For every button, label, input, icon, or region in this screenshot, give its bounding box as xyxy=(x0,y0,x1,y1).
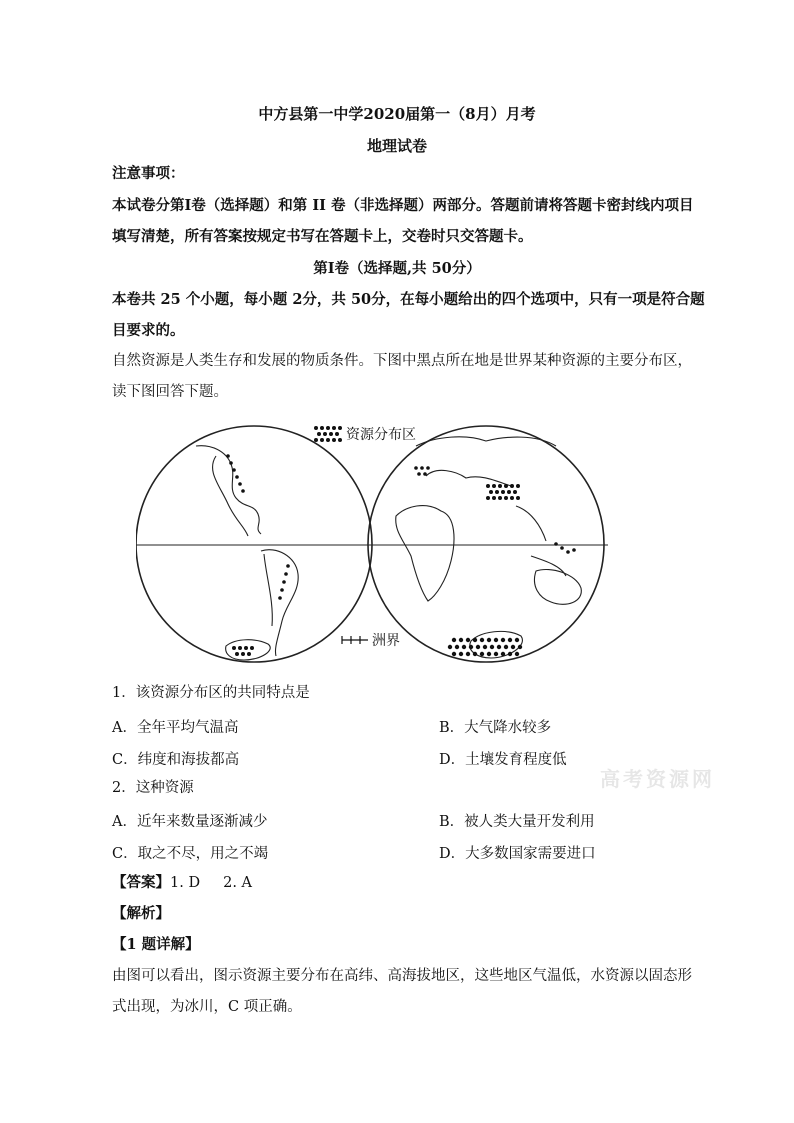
q2-option-d[interactable]: D．大多数国家需要进口 xyxy=(439,846,596,862)
legend-boundary-symbol xyxy=(342,636,368,644)
section-desc-2: 目要求的。 xyxy=(112,322,185,339)
stem-line-1: 自然资源是人类生存和发展的物质条件。下图中黑点所在地是世界某种资源的主要分布区， xyxy=(112,353,692,369)
analysis-line-1: 由图可以看出，图示资源主要分布在高纬、高海拔地区，这些地区气温低，水资源以固态形 xyxy=(112,968,692,984)
world-map-figure xyxy=(136,416,608,666)
notice-line-1: 本试卷分第Ⅰ卷（选择题）和第 II 卷（非选择题）两部分。答题前请将答题卡密封线内项目 xyxy=(112,197,694,214)
western-hemisphere xyxy=(136,426,372,662)
question-1-stem: 1．该资源分布区的共同特点是 xyxy=(112,685,310,701)
q1-option-b[interactable]: B．大气降水较多 xyxy=(439,720,552,736)
notice-line-2: 填写清楚，所有答案按规定书写在答题卡上，交卷时只交答题卡。 xyxy=(112,228,533,245)
notice-heading: 注意事项： xyxy=(112,165,185,182)
q2-option-c[interactable]: C．取之不尽，用之不竭 xyxy=(112,846,269,862)
question-2-stem: 2．这种资源 xyxy=(112,780,194,796)
analysis-line-2: 式出现，为冰川，C 项正确。 xyxy=(112,999,302,1015)
eastern-hemisphere xyxy=(368,426,604,662)
section-desc-1: 本卷共 25 个小题，每小题 2分，共 50分，在每小题给出的四个选项中，只有一项是符合题 xyxy=(112,291,705,308)
stem-line-2: 读下图回答下题。 xyxy=(112,384,228,400)
continent-outlines xyxy=(196,437,581,660)
exam-subtitle: 地理试卷 xyxy=(366,137,427,155)
q1-option-c[interactable]: C．纬度和海拔都高 xyxy=(112,752,240,768)
analysis-detail-label: 【1 题详解】 xyxy=(112,936,200,953)
answer-label: 【答案】 xyxy=(112,874,170,891)
exam-title: 中方县第一中学2020届第一（8月）月考 xyxy=(258,105,536,123)
answer-text: 1. D 2. A xyxy=(170,875,253,891)
q2-option-a[interactable]: A．近年来数量逐渐减少 xyxy=(112,814,268,830)
resource-dots xyxy=(226,426,576,656)
analysis-label: 【解析】 xyxy=(112,905,170,922)
legend-resource-label: 资源分布区 xyxy=(346,427,416,443)
q2-option-b[interactable]: B．被人类大量开发利用 xyxy=(439,814,595,830)
answer-row xyxy=(112,873,252,893)
section-title: 第Ⅰ卷（选择题,共 50分） xyxy=(313,260,481,277)
legend-boundary-label: 洲界 xyxy=(372,633,400,649)
q1-option-a[interactable]: A．全年平均气温高 xyxy=(112,720,239,736)
q1-option-d[interactable]: D．土壤发育程度低 xyxy=(439,752,567,768)
watermark: 高考资源网 xyxy=(600,767,715,791)
